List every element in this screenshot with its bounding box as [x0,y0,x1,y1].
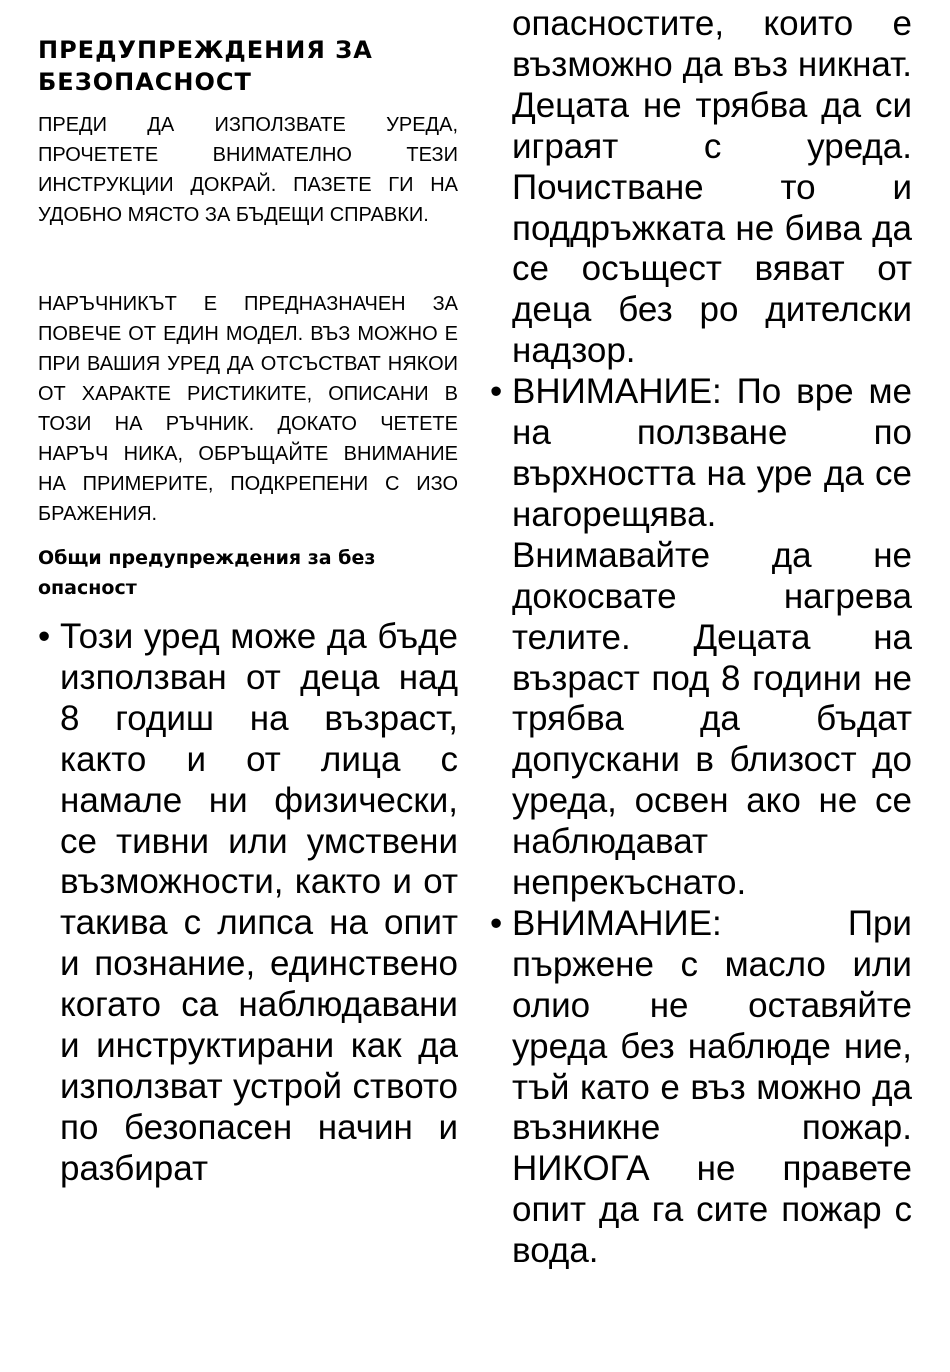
bullet-symbol: • [38,617,51,656]
bullet-item-2 [490,372,912,904]
bullet-text-1: Този уред може да бъде използван от деца над 8 годиш на възраст, както и от лица с намале ни физически, се тивни или умствени възможности, както и от такива с липса на опит и познание, единствено когато са наблюдавани и инструктирани как да използват устрой ството по безопасен начин и разбират [60,617,458,1188]
manual-paragraph: НАРЪЧНИКЪТ Е ПРЕДНАЗНАЧЕН ЗА ПОВЕЧЕ ОТ ЕДИН МОДЕЛ. ВЪЗ МОЖНО Е ПРИ ВАШИЯ УРЕД ДА ОТСЪСТВАТ НЯКОИ ОТ ХАРАКТЕ РИСТИКИТЕ, ОПИСАНИ В ТОЗИ НА РЪЧНИК. ДОКАТО ЧЕТЕТЕ НАРЪЧ НИКА, ОБРЪЩАЙТЕ ВНИМАНИЕ НА ПРИМЕРИТЕ, ПОДКРЕПЕНИ С ИЗО БРАЖЕНИЯ. [38,293,458,525]
bullet-item-3 [490,904,912,1272]
bullet-text-3: ВНИМАНИЕ: При пържене с масло или олио не оставяйте уреда без наблюде ние, тъй като е въз можно да възникне пожар. НИКОГА не правете опит да га сите пожар с вода. [512,903,912,1271]
bullet-item-1 [38,617,458,1190]
bullet-symbol: • [490,372,503,412]
left-column [38,34,458,1190]
spacer [38,230,458,289]
bullet-text-2: ВНИМАНИЕ: По вре ме на ползване по върхността на уре да се нагорещява. Внимавайте да не докосвате нагрева телите. Децата на възраст под 8 години не трябва да бъдат допускани в близост до уреда, освен ако не се наблюдават непрекъснато. [512,372,912,903]
right-column [490,4,912,1272]
page-title: ПРЕДУПРЕЖДЕНИЯ ЗА БЕЗОПАСНОСТ [38,36,373,96]
section-heading: Общи предупреждения за без опасност [38,547,376,599]
continued-text: опасностите, които е възможно да въз никнат. Децата не трябва да си играят с уреда. Почистване то и поддръжката не бива да се осъщест вяват от деца без ро дителски надзор. [512,4,912,371]
intro-paragraph: ПРЕДИ ДА ИЗПОЛЗВАТЕ УРЕДА, ПРОЧЕТЕТЕ ВНИМАТЕЛНО ТЕЗИ ИНСТРУКЦИИ ДОКРАЙ. ПАЗЕТЕ ГИ НА УДОБНО МЯСТО ЗА БЪДЕЩИ СПРАВКИ. [38,114,458,226]
bullet-symbol: • [490,903,503,943]
